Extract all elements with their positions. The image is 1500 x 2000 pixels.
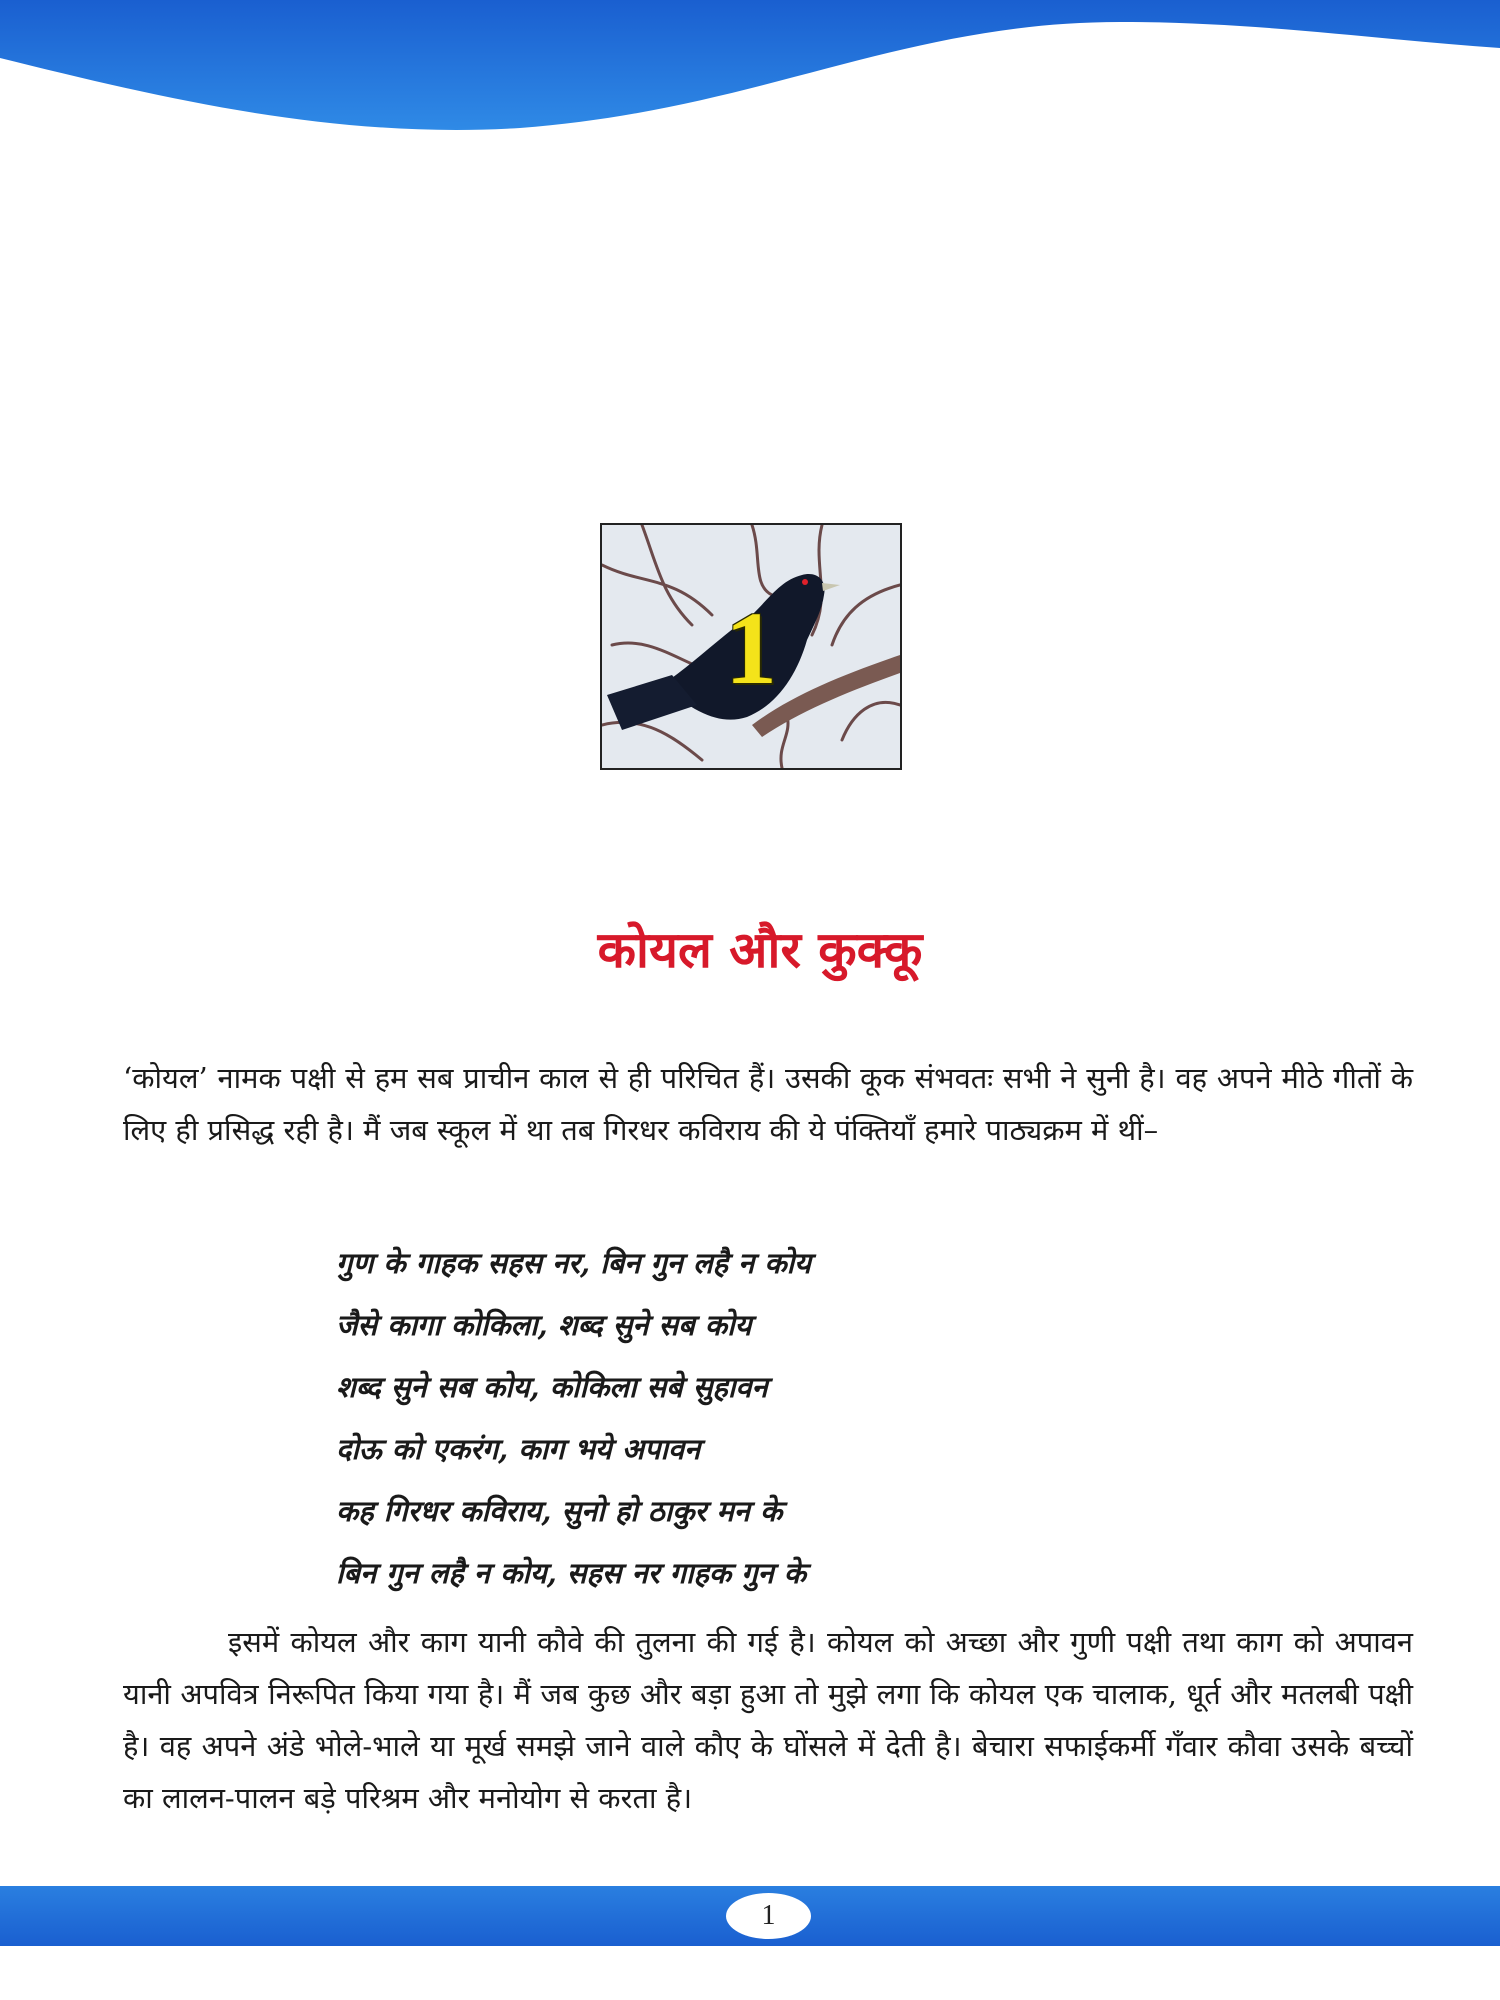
verse-line: गुण के गाहक सहस नर, बिन गुन लहै न कोय: [336, 1246, 811, 1280]
chapter-figure: [600, 523, 902, 770]
body-paragraph: इसमें कोयल और काग यानी कौवे की तुलना की गई है। कोयल को अच्छा और गुणी पक्षी तथा काग को अपावन यानी अपवित्र निरूपित किया गया है। मैं जब कुछ और बड़ा हुआ तो मुझे लगा कि कोयल एक चालाक, धूर्त और मतलबी पक्षी है। वह अपने अंडे भोले-भाले या मूर्ख समझे जाने वाले कौए के घोंसले में देती है। बेचारा सफाईकर्मी गँवार कौवा उसके बच्चों का लालन-पालन बड़े परिश्रम और मनोयोग से करता है।: [123, 1625, 1413, 1815]
verse-line: जैसे कागा कोकिला, शब्द सुने सब कोय: [336, 1308, 752, 1342]
chapter-title: कोयल और कुक्कू: [597, 920, 923, 979]
verse-line: बिन गुन लहै न कोय, सहस नर गाहक गुन के: [336, 1556, 807, 1590]
verse-line: दोऊ को एकरंग, काग भये अपावन: [336, 1432, 701, 1466]
page-number: 1: [726, 1893, 811, 1939]
header-wave-decoration: [0, 0, 1500, 140]
intro-paragraph: ‘कोयल’ नामक पक्षी से हम सब प्राचीन काल से ही परिचित हैं। उसकी कूक संभवतः सभी ने सुनी है। वह अपने मीठे गीतों के लिए ही प्रसिद्ध रही है। मैं जब स्कूल में था तब गिरधर कविराय की ये पंक्तियाँ हमारे पाठ्यक्रम में थीं–: [123, 1061, 1413, 1147]
chapter-number: 1: [725, 591, 777, 706]
verse-block: [336, 1232, 811, 1604]
verse-line: शब्द सुने सब कोय, कोकिला सबे सुहावन: [336, 1370, 768, 1404]
verse-line: कह गिरधर कविराय, सुनो हो ठाकुर मन के: [336, 1494, 783, 1528]
